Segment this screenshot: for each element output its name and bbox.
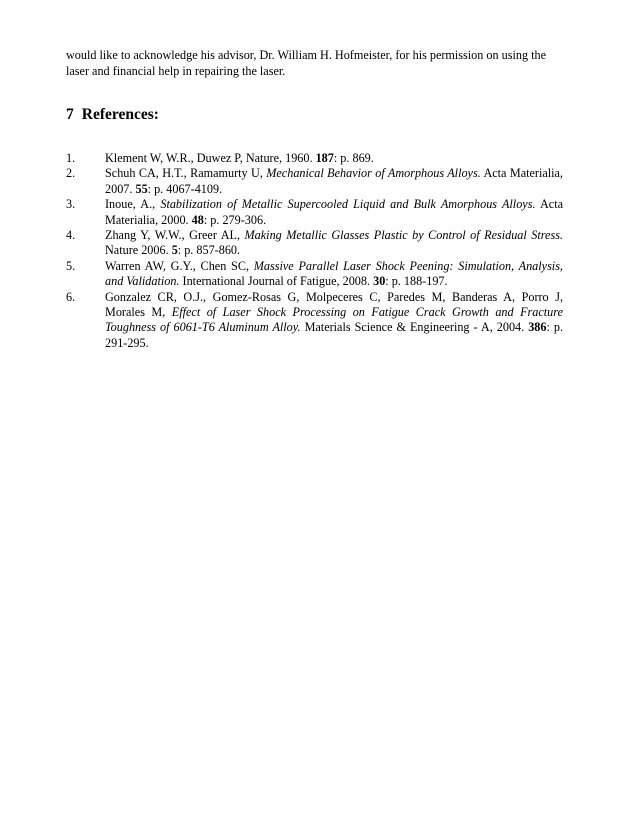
reference-volume: 386	[528, 320, 547, 335]
reference-journal: Materials Science & Engineering - A, 2004.	[300, 320, 529, 335]
reference-authors: Klement W, W.R., Duwez P,	[105, 151, 246, 165]
reference-authors: Gonzalez CR, O.J., Gomez-Rosas G, Molpeceres C, Paredes M, Banderas A, Porro J, Morales M,	[105, 289, 563, 320]
reference-item	[66, 259, 563, 290]
reference-pages: : p. 869.	[333, 151, 374, 165]
reference-authors: Schuh CA, H.T., Ramamurty U,	[105, 166, 267, 181]
references-list	[66, 151, 563, 351]
reference-volume: 30	[373, 274, 386, 289]
reference-volume: 55	[135, 181, 148, 196]
reference-item	[66, 228, 563, 259]
reference-journal: International Journal of Fatigue, 2008.	[179, 274, 374, 289]
reference-number: 3.	[66, 197, 76, 212]
reference-title: Effect of Laser Shock Processing on Fatigue Crack Growth and Fracture Toughness of 6061-T6 Aluminum Alloy.	[105, 305, 563, 335]
reference-number: 6.	[66, 289, 76, 304]
reference-citation	[105, 166, 563, 197]
references-heading	[66, 105, 159, 125]
reference-number: 2.	[66, 166, 76, 181]
reference-citation	[105, 197, 563, 228]
reference-journal: Acta Materialia, 2007.	[105, 166, 563, 196]
reference-pages: : p. 188-197.	[385, 274, 448, 289]
reference-journal: Acta Materialia, 2000.	[105, 197, 563, 227]
reference-citation	[105, 259, 563, 290]
reference-citation	[105, 151, 563, 166]
reference-journal: Nature, 1960.	[245, 151, 316, 165]
reference-pages: : p. 857-860.	[177, 243, 241, 258]
reference-number: 1.	[66, 151, 76, 165]
reference-pages: : p. 4067-4109.	[147, 181, 223, 196]
reference-pages: : p. 291-295.	[105, 320, 563, 350]
reference-item	[66, 151, 563, 166]
acknowledgement-paragraph: would like to acknowledge his advisor, Dr. William H. Hofmeister, for his permission on using the laser and financial help in repairing the laser.	[66, 48, 546, 78]
reference-volume: 5	[171, 243, 178, 258]
reference-pages: : p. 279-306.	[203, 212, 267, 227]
reference-item	[66, 197, 563, 228]
reference-number: 4.	[66, 228, 76, 243]
reference-item	[66, 166, 563, 197]
reference-citation	[105, 290, 563, 352]
reference-volume: 48	[191, 212, 204, 227]
reference-authors: Warren AW, G.Y., Chen SC,	[105, 258, 254, 273]
reference-item	[66, 290, 563, 352]
section-number: 7	[66, 106, 74, 123]
reference-journal: Nature 2006.	[105, 243, 172, 258]
reference-citation	[105, 228, 563, 259]
section-title: References:	[81, 106, 159, 123]
reference-title: Massive Parallel Laser Shock Peening: Simulation, Analysis, and Validation.	[105, 258, 563, 289]
reference-volume: 187	[315, 151, 334, 165]
reference-authors: Inoue, A.,	[105, 197, 161, 212]
reference-number: 5.	[66, 258, 76, 273]
reference-title: Stabilization of Metallic Supercooled Liquid and Bulk Amorphous Alloys.	[160, 197, 536, 212]
reference-title: Mechanical Behavior of Amorphous Alloys.	[266, 166, 481, 181]
reference-authors: Zhang Y, W.W., Greer AL,	[105, 228, 245, 243]
reference-title: Making Metallic Glasses Plastic by Control of Residual Stress.	[244, 228, 563, 243]
